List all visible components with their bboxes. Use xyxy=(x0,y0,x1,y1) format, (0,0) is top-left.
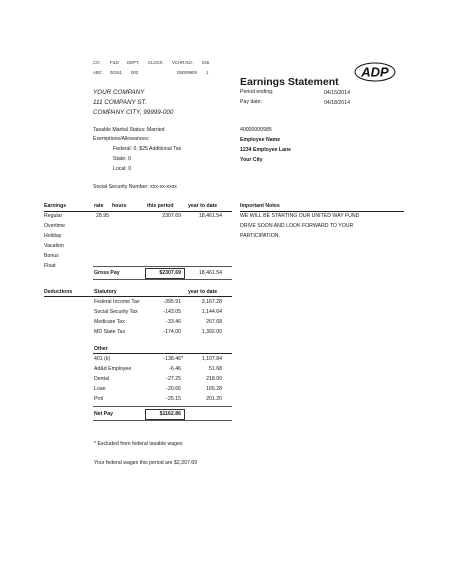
code-header-046: 046 xyxy=(202,60,210,65)
code-header-co: CO. xyxy=(93,60,101,65)
other-row-period: -20.66 xyxy=(166,386,181,392)
statement-title: Earnings Statement xyxy=(240,76,339,88)
other-row-ytd: 1,107.84 xyxy=(201,356,222,362)
deductions-label: Deductions xyxy=(44,289,73,295)
ssn: Social Security Number: xxx-xx-xxxx xyxy=(93,184,177,190)
notes-label: Important Notes xyxy=(240,203,280,209)
adp-logo xyxy=(354,62,396,82)
company-street: 111 COMPANY ST. xyxy=(93,99,147,106)
earnings-row-name: Bonus xyxy=(44,253,59,259)
earnings-row-name: Overtime xyxy=(44,223,66,229)
other-row-ytd: 165.28 xyxy=(206,386,222,392)
period-ending-label: Period ending: xyxy=(240,89,274,95)
other-row-name: Prol xyxy=(94,396,104,402)
other-row-ytd: 201.20 xyxy=(206,396,222,402)
employee-id: 40000000985 xyxy=(240,127,272,133)
other-row-ytd: 51.68 xyxy=(209,366,222,372)
gross-pay-ytd: 18,461.54 xyxy=(198,270,222,276)
pay-date-label: Pay date: xyxy=(240,99,262,105)
earnings-row-name: Float xyxy=(44,263,56,269)
statutory-row-period: -143.05 xyxy=(163,309,181,315)
notes-line: DRIVE SOON AND LOOK FORWARD TO YOUR xyxy=(240,223,354,229)
other-row-name: Loan xyxy=(94,386,106,392)
other-row-name: 401 (k) xyxy=(94,356,111,362)
earnings-col-rate: rate xyxy=(94,203,104,209)
other-row-name: Ad&d Employee xyxy=(94,366,132,372)
gross-pay-label: Gross Pay xyxy=(94,270,120,276)
other-row-name: Dental xyxy=(94,376,109,382)
gross-pay-top-rule xyxy=(93,266,232,267)
exemptions-state: State: 0 xyxy=(113,156,131,162)
company-name: YOUR COMPANY xyxy=(93,89,145,96)
code-header-vchr: VCHR.NO. xyxy=(172,60,194,65)
period-ending-value: 04/15/2014 xyxy=(324,90,350,96)
company-city: COMPANY CITY, 99999-000 xyxy=(93,109,174,116)
statutory-row-name: Social Security Tax xyxy=(94,309,138,315)
other-row-ytd: 218.00 xyxy=(206,376,222,382)
earnings-row-rate: 28.95 xyxy=(96,213,109,219)
statutory-row-period: -33.46 xyxy=(166,319,181,325)
statutory-row-ytd: 3,167.28 xyxy=(201,299,222,305)
other-row-period: -27.25 xyxy=(166,376,181,382)
notes-line: WE WILL BE STARTING OUR UNITED WAY FUND xyxy=(240,213,360,219)
statutory-row-name: MD State Tax xyxy=(94,329,126,335)
exemptions-label: Exemptions/Allowances: xyxy=(93,136,150,142)
earnings-label: Earnings xyxy=(44,203,67,209)
earnings-col-ytd: year to date xyxy=(188,203,218,209)
earnings-row-name: Vacation xyxy=(44,243,64,249)
code-value-file: 00151 xyxy=(110,70,122,75)
deductions-col-ytd: year to date xyxy=(188,289,218,295)
earnings-row-name: Regular xyxy=(44,213,63,219)
statutory-row-ytd: 1,144.64 xyxy=(201,309,222,315)
statutory-label: Statutory xyxy=(94,289,117,295)
employee-city: Your City xyxy=(240,157,263,163)
statutory-row-name: Medicare Tax xyxy=(94,319,125,325)
exemptions-local: Local: 0 xyxy=(113,166,132,172)
gross-pay-period: $2307.69 xyxy=(159,270,181,276)
statutory-row-ytd: 267.68 xyxy=(206,319,222,325)
gross-pay-bottom-rule xyxy=(93,279,232,280)
net-pay-bottom-rule xyxy=(93,420,232,421)
earnings-col-hours: hours xyxy=(112,203,127,209)
earnings-col-period: this period xyxy=(147,203,174,209)
employee-street: 1234 Employee Lane xyxy=(240,147,292,153)
pay-date-value: 04/18/2014 xyxy=(324,100,350,106)
code-value-dept: 003 xyxy=(131,70,139,75)
net-pay-label: Net Pay xyxy=(94,411,114,417)
notes-line: PARTICIPATION. xyxy=(240,233,280,239)
earnings-header-rule xyxy=(44,211,232,212)
earnings-row-name: Holiday xyxy=(44,233,62,239)
statutory-row-period: -174.00 xyxy=(163,329,181,335)
earnings-row-period: 2307.69 xyxy=(162,213,181,219)
code-header-dept: DEPT. xyxy=(127,60,140,65)
other-row-period: -25.15 xyxy=(166,396,181,402)
net-pay-value: $1162.86 xyxy=(159,411,181,417)
earnings-row-ytd: 18,461.54 xyxy=(198,213,222,219)
code-header-clock: CLOCK xyxy=(148,60,163,65)
excluded-note: * Excluded from federal taxable wages xyxy=(94,441,183,447)
marital-status: Taxable Marital Status: Married xyxy=(93,127,165,133)
code-header-file: FILE xyxy=(110,60,120,65)
deductions-header-rule xyxy=(44,296,232,297)
exemptions-federal: Federal: 0, $25 Additional Tax xyxy=(113,146,182,152)
statutory-row-period: -395.91 xyxy=(163,299,181,305)
statutory-row-name: Federal Income Tax xyxy=(94,299,140,305)
other-label: Other xyxy=(94,346,108,352)
other-row-period: -138.46* xyxy=(163,356,183,362)
code-value-046: 1 xyxy=(206,70,209,75)
federal-wages-note: Your federal wages this period are $2,307.69 xyxy=(94,460,198,466)
other-row-period: -6.46 xyxy=(169,366,181,372)
net-pay-top-rule xyxy=(93,406,232,407)
code-value-co: ABC xyxy=(93,70,102,75)
statutory-row-ytd: 1,392.00 xyxy=(201,329,222,335)
other-header-rule xyxy=(93,353,232,354)
notes-header-rule xyxy=(240,211,404,212)
svg-text:ADP: ADP xyxy=(361,64,389,80)
code-value-vchr: D9009909 xyxy=(177,70,197,75)
employee-name: Employee Name xyxy=(240,137,281,143)
